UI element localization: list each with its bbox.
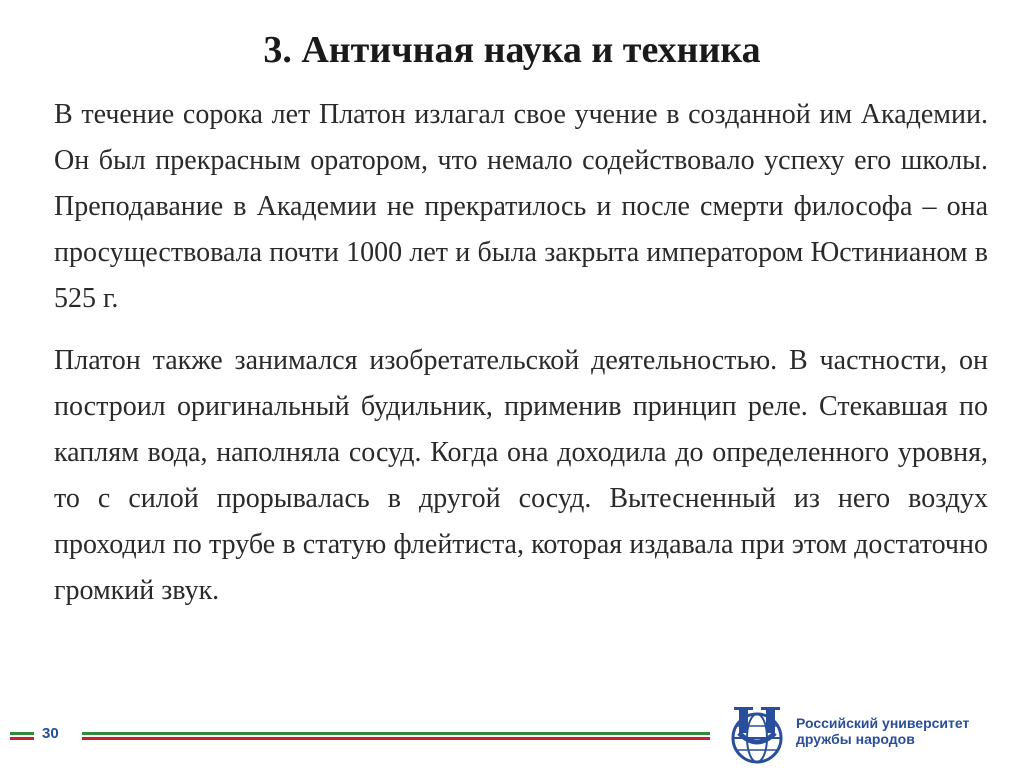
paragraph-alarm-clock: Платон также занимался изобретательской деятельностью. В частности, он построил оригинальный будильник, применив принцип реле. Стекавшая по каплям вода, наполняла сосуд. Когда она доходила до определенного уровня, то с силой прорывалась в другой сосуд. Вытесненный из него воздух проходил по трубе в статую флейтиста, которая издавала при этом достаточно громкий звук. xyxy=(54,345,988,606)
slide-body xyxy=(54,92,988,630)
footer-stripe-red xyxy=(82,737,710,740)
university-name-line2: дружбы народов xyxy=(796,731,915,747)
footer-stripe-green xyxy=(82,732,710,735)
slide-title: 3. Античная наука и техника xyxy=(263,29,761,71)
footer-stripe-green-left xyxy=(10,732,34,735)
slide-footer xyxy=(0,715,1024,767)
university-name xyxy=(796,715,969,747)
paragraph-academy: В течение сорока лет Платон излагал свое учение в созданной им Академии. Он был прекрасным оратором, что немало содействовало успеху его школы. Преподавание в Академии не прекратилось и после смерти философа – она просуществовала почти 1000 лет и была закрыта императором Юстинианом в 525 г. xyxy=(54,99,988,314)
page-number: 30 xyxy=(42,725,59,742)
globe-emblem-icon xyxy=(724,705,790,767)
footer-stripe-red-left xyxy=(10,737,34,740)
university-name-line1: Российский университет xyxy=(796,715,970,731)
